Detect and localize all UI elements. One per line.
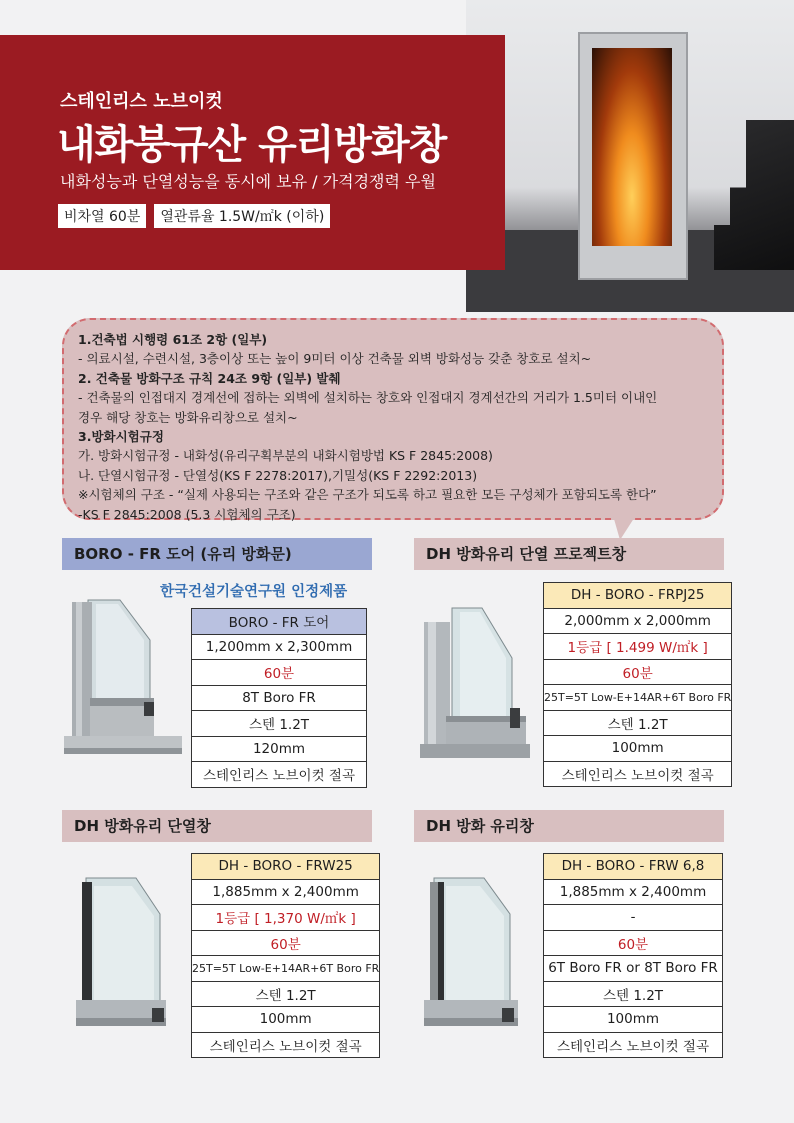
spec-model: BORO - FR 도어 bbox=[192, 609, 367, 635]
spec-frame-depth: 100mm bbox=[544, 736, 732, 762]
regulation-heading: 2. 건축물 방화구조 규칙 24조 9항 (일부) 발췌 bbox=[78, 370, 341, 386]
spec-fire-rating: 60분 bbox=[544, 930, 723, 956]
regulation-text: - 의료시설, 수련시설, 3층이상 또는 높이 9미터 이상 건축물 외벽 방화성능 갖춘 창호로 설치~ bbox=[78, 351, 592, 367]
hero-title: 내화붕규산 유리방화창 bbox=[57, 122, 447, 168]
spec-glass: 6T Boro FR or 8T Boro FR bbox=[544, 956, 723, 982]
spec-size: 1,200mm x 2,300mm bbox=[192, 634, 367, 660]
spec-glass: 8T Boro FR bbox=[192, 685, 367, 711]
spec-glass: 25T=5T Low-E+14AR+6T Boro FR bbox=[192, 956, 380, 982]
fire-window-cross-section-image bbox=[412, 858, 537, 1038]
spec-table-frpj25 bbox=[543, 582, 732, 787]
regulation-text: 나. 단열시험규정 - 단열성(KS F 2278:2017),기밀성(KS F 2292:2013) bbox=[78, 467, 478, 483]
spec-finish: 스테인리스 노브이컷 절곡 bbox=[192, 1032, 380, 1058]
badge-thermal-transmittance: 열관류율 1.5W/㎡k (이하) bbox=[154, 204, 330, 228]
spec-size: 1,885mm x 2,400mm bbox=[544, 879, 723, 905]
spec-finish: 스테인리스 노브이컷 절곡 bbox=[544, 1032, 723, 1058]
regulation-text: ※시험체의 구조 - “실제 사용되는 구조와 같은 구조가 되도록 하고 필요한 모든 구성체가 포함되도록 한다” bbox=[78, 487, 657, 503]
spec-fire-rating: 60분 bbox=[192, 660, 367, 686]
spec-frame-material: 스텐 1.2T bbox=[544, 981, 723, 1007]
spec-table-frw68 bbox=[543, 853, 723, 1058]
section-title-frpj25: DH 방화유리 단열 프로젝트창 bbox=[414, 538, 724, 570]
spec-frame-material: 스텐 1.2T bbox=[544, 710, 732, 736]
insulated-window-cross-section-image bbox=[60, 858, 185, 1038]
spec-frame-material: 스텐 1.2T bbox=[192, 711, 367, 737]
section-title-frw68: DH 방화 유리창 bbox=[414, 810, 724, 842]
section-title-frw25: DH 방화유리 단열창 bbox=[62, 810, 372, 842]
spec-size: 1,885mm x 2,400mm bbox=[192, 879, 380, 905]
spec-insulation-grade: 1등급 [ 1.499 W/㎡k ] bbox=[544, 634, 732, 660]
spec-fire-rating: 60분 bbox=[192, 930, 380, 956]
hero-staircase bbox=[714, 120, 794, 270]
door-frame-cross-section-image bbox=[60, 598, 185, 773]
certification-label: 한국건설기술연구원 인정제품 bbox=[160, 584, 348, 600]
badge-fire-rating: 비차열 60분 bbox=[58, 204, 146, 228]
spec-fire-rating: 60분 bbox=[544, 659, 732, 685]
section-title-boro-fr-door: BORO - FR 도어 (유리 방화문) bbox=[62, 538, 372, 570]
spec-frame-depth: 120mm bbox=[192, 736, 367, 762]
regulation-text: 가. 방화시험규정 - 내화성(유리구획부분의 내화시험방법 KS F 2845:2008) bbox=[78, 448, 493, 464]
spec-insulation-grade: - bbox=[544, 905, 723, 931]
regulation-heading: 3.방화시험규정 bbox=[78, 429, 164, 445]
regulations-bubble bbox=[62, 318, 724, 520]
hero-description: 내화성능과 단열성능을 동시에 보유 / 가격경쟁력 우월 bbox=[60, 172, 436, 191]
hero-door-fire-glass bbox=[592, 48, 672, 246]
regulation-text: -KS F 2845:2008 (5.3 시험체의 구조) bbox=[78, 506, 296, 522]
hero-subtitle: 스테인리스 노브이컷 bbox=[60, 91, 223, 112]
spec-model: DH - BORO - FRW25 bbox=[192, 854, 380, 880]
hero-panel bbox=[0, 35, 505, 270]
spec-model: DH - BORO - FRPJ25 bbox=[544, 583, 732, 609]
regulations-bubble-tail bbox=[612, 512, 638, 540]
regulation-heading: 1.건축법 시행령 61조 2항 (일부) bbox=[78, 332, 268, 347]
spec-size: 2,000mm x 2,000mm bbox=[544, 608, 732, 634]
regulation-text: - 건축물의 인접대지 경계선에 접하는 외벽에 설치하는 창호와 인접대지 경계선간의 거리가 1.5미터 이내인 bbox=[78, 390, 658, 406]
spec-glass: 25T=5T Low-E+14AR+6T Boro FR bbox=[544, 685, 732, 711]
hero-badges bbox=[58, 204, 330, 228]
spec-finish: 스테인리스 노브이컷 절곡 bbox=[544, 761, 732, 787]
spec-insulation-grade: 1등급 [ 1,370 W/㎡k ] bbox=[192, 905, 380, 931]
hero-door bbox=[578, 32, 688, 280]
spec-table-boro-fr-door bbox=[191, 608, 367, 788]
spec-model: DH - BORO - FRW 6,8 bbox=[544, 854, 723, 880]
project-window-cross-section-image bbox=[412, 598, 537, 773]
spec-finish: 스테인리스 노브이컷 절곡 bbox=[192, 762, 367, 788]
spec-frame-depth: 100mm bbox=[544, 1007, 723, 1033]
spec-frame-depth: 100mm bbox=[192, 1007, 380, 1033]
spec-table-frw25 bbox=[191, 853, 380, 1058]
regulation-text: 경우 해당 창호는 방화유리창으로 설치~ bbox=[78, 409, 298, 425]
spec-frame-material: 스텐 1.2T bbox=[192, 981, 380, 1007]
hero-photo-fire-door bbox=[466, 0, 794, 312]
